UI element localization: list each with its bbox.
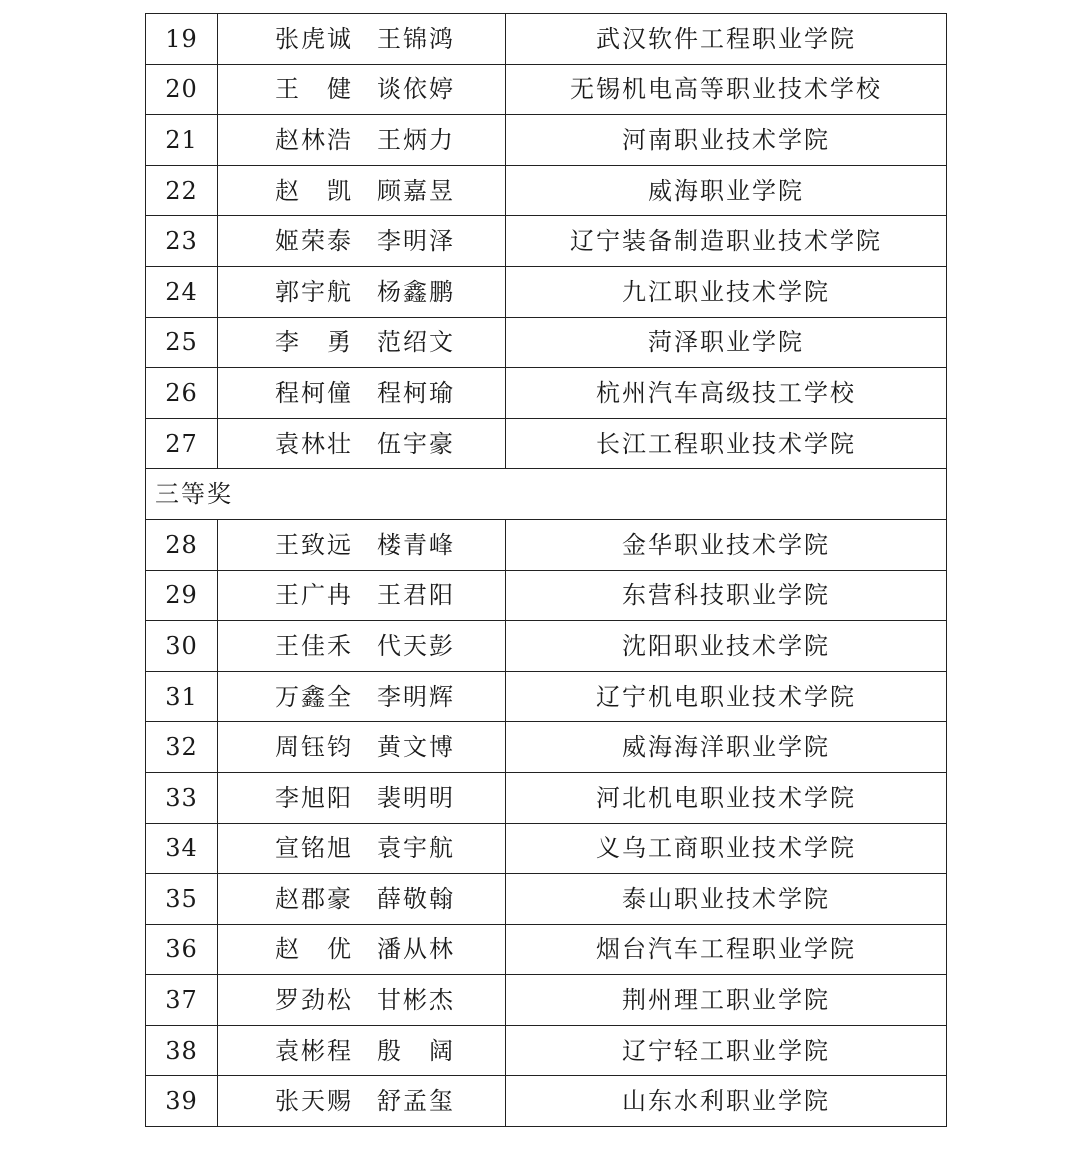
rank-number: 30 [146, 621, 218, 672]
rank-number: 38 [146, 1025, 218, 1076]
team-members [218, 64, 506, 115]
table-row [146, 823, 947, 874]
member-name-1: 郭宇航 [275, 277, 353, 306]
table-row [146, 165, 947, 216]
school-name: 威海职业学院 [506, 165, 947, 216]
member-name-2: 袁宇航 [377, 834, 455, 863]
rank-number: 31 [146, 671, 218, 722]
member-name-1: 程柯僮 [275, 378, 353, 407]
member-name-2: 王炳力 [377, 125, 455, 154]
member-name-1: 张虎诚 [275, 24, 353, 53]
team-members [218, 671, 506, 722]
rank-number: 19 [146, 14, 218, 65]
member-name-1: 袁林壮 [275, 429, 353, 458]
school-name: 东营科技职业学院 [506, 570, 947, 621]
rank-number: 23 [146, 216, 218, 267]
table-row [146, 14, 947, 65]
member-name-1: 王佳禾 [275, 631, 353, 660]
member-name-2: 杨鑫鹏 [377, 277, 455, 306]
school-name: 辽宁装备制造职业技术学院 [506, 216, 947, 267]
section-row [146, 469, 947, 520]
team-members [218, 519, 506, 570]
school-name: 沈阳职业技术学院 [506, 621, 947, 672]
member-name-2: 裴明明 [377, 783, 455, 812]
rank-number: 26 [146, 368, 218, 419]
school-name: 辽宁轻工职业学院 [506, 1025, 947, 1076]
rank-number: 29 [146, 570, 218, 621]
rank-number: 28 [146, 519, 218, 570]
school-name: 菏泽职业学院 [506, 317, 947, 368]
team-members [218, 1025, 506, 1076]
school-name: 长江工程职业技术学院 [506, 418, 947, 469]
school-name: 金华职业技术学院 [506, 519, 947, 570]
school-name: 山东水利职业学院 [506, 1076, 947, 1127]
table-row [146, 1025, 947, 1076]
member-name-2: 代天彭 [377, 631, 455, 660]
school-name: 辽宁机电职业技术学院 [506, 671, 947, 722]
school-name: 河北机电职业技术学院 [506, 772, 947, 823]
team-members [218, 317, 506, 368]
member-name-1: 赵郡豪 [275, 884, 353, 913]
school-name: 泰山职业技术学院 [506, 874, 947, 925]
school-name: 烟台汽车工程职业学院 [506, 924, 947, 975]
team-members [218, 14, 506, 65]
rank-number: 32 [146, 722, 218, 773]
member-name-1: 万鑫全 [275, 682, 353, 711]
table-row [146, 975, 947, 1026]
team-members [218, 368, 506, 419]
member-name-2: 王锦鸿 [377, 24, 455, 53]
member-name-1: 王致远 [275, 530, 353, 559]
team-members [218, 874, 506, 925]
rank-number: 22 [146, 165, 218, 216]
school-name: 武汉软件工程职业学院 [506, 14, 947, 65]
rank-number: 39 [146, 1076, 218, 1127]
table-row [146, 266, 947, 317]
school-name: 无锡机电高等职业技术学校 [506, 64, 947, 115]
member-name-2: 王君阳 [377, 581, 455, 610]
table-row [146, 115, 947, 166]
member-name-1: 赵 优 [275, 935, 353, 964]
member-name-1: 王 健 [275, 75, 353, 104]
member-name-2: 李明泽 [377, 227, 455, 256]
table-row [146, 924, 947, 975]
team-members [218, 975, 506, 1026]
member-name-1: 张天赐 [275, 1087, 353, 1116]
member-name-2: 殷 阔 [377, 1036, 455, 1065]
team-members [218, 621, 506, 672]
member-name-2: 黄文博 [377, 733, 455, 762]
member-name-2: 程柯瑜 [377, 378, 455, 407]
table-row [146, 64, 947, 115]
table-row [146, 671, 947, 722]
rank-number: 20 [146, 64, 218, 115]
rank-number: 37 [146, 975, 218, 1026]
team-members [218, 115, 506, 166]
section-heading: 三等奖 [146, 469, 947, 520]
member-name-2: 谈依婷 [377, 75, 455, 104]
team-members [218, 1076, 506, 1127]
member-name-1: 罗劲松 [275, 986, 353, 1015]
school-name: 河南职业技术学院 [506, 115, 947, 166]
team-members [218, 722, 506, 773]
school-name: 义乌工商职业技术学院 [506, 823, 947, 874]
table-row [146, 772, 947, 823]
table-row [146, 722, 947, 773]
rank-number: 25 [146, 317, 218, 368]
member-name-2: 楼青峰 [377, 530, 455, 559]
team-members [218, 570, 506, 621]
school-name: 九江职业技术学院 [506, 266, 947, 317]
member-name-2: 潘从林 [377, 935, 455, 964]
rank-number: 33 [146, 772, 218, 823]
member-name-1: 宣铭旭 [275, 834, 353, 863]
member-name-1: 袁彬程 [275, 1036, 353, 1065]
member-name-1: 姬荣泰 [275, 227, 353, 256]
table-row [146, 874, 947, 925]
rank-number: 36 [146, 924, 218, 975]
table-row [146, 368, 947, 419]
member-name-1: 李 勇 [275, 328, 353, 357]
school-name: 杭州汽车高级技工学校 [506, 368, 947, 419]
team-members [218, 418, 506, 469]
team-members [218, 823, 506, 874]
table-row [146, 418, 947, 469]
member-name-1: 赵 凯 [275, 176, 353, 205]
team-members [218, 266, 506, 317]
member-name-2: 范绍文 [377, 328, 455, 357]
award-table [145, 13, 947, 1127]
school-name: 威海海洋职业学院 [506, 722, 947, 773]
member-name-1: 王广冉 [275, 581, 353, 610]
rank-number: 35 [146, 874, 218, 925]
rank-number: 34 [146, 823, 218, 874]
member-name-2: 伍宇豪 [377, 429, 455, 458]
school-name: 荆州理工职业学院 [506, 975, 947, 1026]
member-name-1: 周钰钧 [275, 733, 353, 762]
member-name-2: 薛敬翰 [377, 884, 455, 913]
rank-number: 27 [146, 418, 218, 469]
team-members [218, 924, 506, 975]
table-row [146, 570, 947, 621]
team-members [218, 772, 506, 823]
table-row [146, 1076, 947, 1127]
member-name-1: 赵林浩 [275, 125, 353, 154]
award-table-body [146, 14, 947, 1127]
rank-number: 21 [146, 115, 218, 166]
table-row [146, 216, 947, 267]
member-name-2: 舒孟玺 [377, 1087, 455, 1116]
rank-number: 24 [146, 266, 218, 317]
team-members [218, 165, 506, 216]
member-name-2: 甘彬杰 [377, 986, 455, 1015]
table-row [146, 519, 947, 570]
member-name-2: 李明辉 [377, 682, 455, 711]
member-name-2: 顾嘉昱 [377, 176, 455, 205]
team-members [218, 216, 506, 267]
table-row [146, 621, 947, 672]
member-name-1: 李旭阳 [275, 783, 353, 812]
table-row [146, 317, 947, 368]
